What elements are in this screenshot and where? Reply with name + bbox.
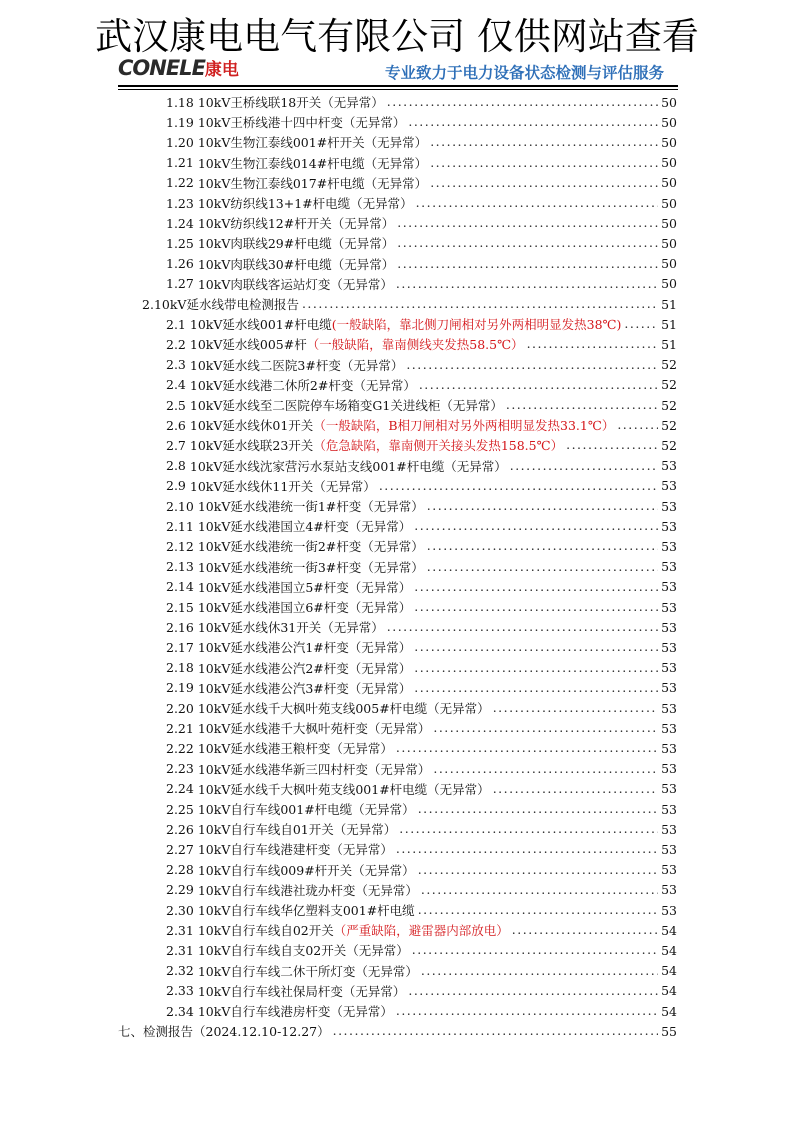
toc-entry-title: 10kV肉联线30#杆电缆（无异常） — [197, 256, 395, 272]
toc-entry[interactable] — [166, 132, 677, 152]
toc-entry[interactable] — [166, 92, 677, 112]
toc-entry-title: 10kV延水线千大枫叶苑支线001#杆电缆（无异常） — [197, 781, 490, 797]
toc-entry-page-number: 53 — [661, 862, 677, 878]
toc-entry-title: 10kV自行车线二休干所灯变（无异常） — [197, 963, 418, 979]
toc-entry-page-number: 52 — [661, 357, 677, 373]
toc-entry-page-number: 53 — [661, 761, 677, 777]
toc-leader-dots — [387, 617, 658, 637]
toc-entry[interactable] — [166, 860, 677, 880]
toc-entry[interactable] — [166, 496, 677, 516]
toc-entry[interactable] — [142, 294, 677, 314]
toc-entry-number: 1.20 — [166, 134, 194, 150]
toc-entry-defect-note: （一般缺陷，B相刀闸相对另外两相明显发热33.1℃） — [313, 418, 615, 434]
toc-entry-number: 2.28 — [166, 862, 194, 878]
toc-entry[interactable] — [166, 456, 677, 476]
toc-entry[interactable] — [166, 516, 677, 536]
toc-entry-page-number: 53 — [661, 518, 677, 534]
toc-entry-page-number: 51 — [661, 336, 677, 352]
toc-leader-dots — [418, 860, 658, 880]
toc-entry-page-number: 54 — [661, 983, 677, 999]
toc-entry-number: 2.6 — [166, 417, 186, 433]
toc-entry-title: 10kV生物江泰线014#杆电缆（无异常） — [197, 155, 428, 171]
toc-leader-dots — [396, 738, 658, 758]
toc-entry-number: 1.24 — [166, 215, 194, 231]
toc-leader-dots — [396, 839, 658, 859]
toc-leader-dots — [527, 334, 658, 354]
toc-entry-title: 10kV延水线休01开关 — [189, 418, 314, 434]
toc-entry-number: 1.25 — [166, 235, 194, 251]
toc-leader-dots — [302, 294, 658, 314]
toc-entry-number: 2.33 — [166, 983, 194, 999]
toc-entry-number: 2.8 — [166, 458, 186, 474]
toc-entry-number: 2.1 — [166, 316, 186, 332]
toc-leader-dots — [387, 92, 658, 112]
toc-leader-dots — [396, 274, 658, 294]
toc-entry[interactable] — [166, 476, 677, 496]
toc-leader-dots — [566, 435, 658, 455]
toc-entry-title: 10kV肉联线29#杆电缆（无异常） — [197, 236, 395, 252]
toc-entry-page-number: 50 — [661, 235, 677, 251]
toc-entry[interactable] — [166, 738, 677, 758]
toc-entry-title: 10kV延水线港王粮杆变（无异常） — [197, 741, 393, 757]
toc-entry-number: 1.23 — [166, 195, 194, 211]
toc-entry-number: 2. — [142, 296, 154, 312]
toc-entry-number: 2.19 — [166, 680, 194, 696]
toc-entry-page-number: 53 — [661, 740, 677, 756]
toc-entry-page-number: 51 — [661, 296, 677, 312]
page-header — [118, 56, 678, 88]
toc-entry-page-number: 52 — [661, 437, 677, 453]
toc-leader-dots — [493, 779, 658, 799]
toc-entry-page-number: 50 — [661, 195, 677, 211]
toc-entry-defect-note: (一般缺陷，靠北侧刀闸相对另外两相明显发热38℃) — [331, 317, 622, 333]
toc-leader-dots — [510, 456, 658, 476]
company-logo — [118, 56, 239, 82]
toc-entry-title: 10kV自行车线009#杆开关（无异常） — [197, 862, 415, 878]
toc-entry-number: 2.14 — [166, 579, 194, 595]
toc-entry[interactable] — [166, 759, 677, 779]
header-slogan: 专业致力于电力设备状态检测与评估服务 — [384, 64, 664, 82]
toc-entry-title: 10kV肉联线客运站灯变（无异常） — [197, 276, 393, 292]
toc-leader-dots — [506, 395, 658, 415]
toc-leader-dots — [397, 254, 658, 274]
toc-leader-dots — [430, 173, 658, 193]
toc-entry-page-number: 50 — [661, 114, 677, 130]
toc-entry-number: 2.25 — [166, 801, 194, 817]
toc-leader-dots — [427, 496, 658, 516]
toc-leader-dots — [419, 375, 658, 395]
toc-entry-number: 2.23 — [166, 761, 194, 777]
logo-text-en: CONELE — [118, 56, 205, 80]
toc-entry-defect-note: （严重缺陷，避雷器内部放电） — [333, 923, 509, 939]
toc-entry-number: 2.5 — [166, 397, 186, 413]
toc-entry-number: 2.32 — [166, 963, 194, 979]
toc-entry[interactable] — [166, 334, 677, 354]
toc-entry[interactable] — [166, 213, 677, 233]
toc-leader-dots — [512, 920, 658, 940]
toc-entry-number: 2.12 — [166, 538, 194, 554]
toc-entry[interactable] — [166, 254, 677, 274]
toc-entry-number: 2.15 — [166, 599, 194, 615]
toc-entry-title: 10kV自行车线自01开关（无异常） — [197, 822, 397, 838]
toc-entry-page-number: 52 — [661, 397, 677, 413]
toc-entry-title: 10kV自行车线华亿塑料支001#杆电缆 — [197, 903, 415, 918]
toc-entry[interactable] — [166, 678, 677, 698]
toc-entry[interactable] — [166, 173, 677, 193]
toc-entry-title: 10kV延水线港千大枫叶苑杆变（无异常） — [197, 721, 431, 737]
toc-entry[interactable] — [166, 577, 677, 597]
toc-entry-title: 10kV延水线千大枫叶苑支线005#杆电缆（无异常） — [197, 701, 490, 716]
toc-entry-page-number: 53 — [661, 579, 677, 595]
toc-entry-number: 2.22 — [166, 740, 194, 756]
toc-entry-title: 10kV王桥线港十四中杆变（无异常） — [197, 115, 406, 131]
toc-leader-dots — [493, 698, 658, 718]
toc-entry-page-number: 53 — [661, 821, 677, 837]
toc-entry-number: 2.29 — [166, 882, 194, 898]
toc-leader-dots — [427, 557, 658, 577]
toc-entry[interactable] — [166, 698, 677, 718]
toc-entry[interactable] — [166, 153, 677, 173]
toc-leader-dots — [624, 314, 658, 334]
toc-entry[interactable] — [166, 314, 677, 334]
toc-entry-page-number: 50 — [661, 94, 677, 110]
toc-entry-number: 2.18 — [166, 660, 194, 676]
toc-entry-title: 10kV自行车线社保局杆变（无异常） — [197, 983, 406, 999]
toc-entry[interactable] — [166, 880, 677, 900]
toc-leader-dots — [414, 597, 658, 617]
toc-entry-page-number: 54 — [661, 1003, 677, 1019]
toc-entry[interactable] — [166, 940, 677, 960]
toc-entry-title: 10kV延水线港公汽2#杆变（无异常） — [197, 660, 412, 676]
toc-entry[interactable] — [166, 597, 677, 617]
toc-entry-page-number: 54 — [661, 922, 677, 938]
toc-entry-page-number: 53 — [661, 680, 677, 696]
toc-entry-title: 10kV自行车线港社珑办杆变（无异常） — [197, 882, 418, 898]
toc-entry-page-number: 50 — [661, 155, 677, 171]
toc-entry-title: 10kV延水线沈家营污水泵站支线001#杆电缆（无异常） — [189, 458, 507, 474]
toc-entry-page-number: 53 — [661, 639, 677, 655]
toc-entry-number: 2.11 — [166, 518, 194, 534]
toc-entry-title: 10kV纺织线13+1#杆电缆（无异常） — [197, 196, 413, 211]
toc-entry-page-number: 53 — [661, 458, 677, 474]
logo-text-cn: 康电 — [204, 60, 239, 80]
toc-entry-number: 2.9 — [166, 478, 186, 494]
toc-entry[interactable] — [166, 233, 677, 253]
toc-entry-title: 10kV延水线港国立6#杆变（无异常） — [197, 600, 412, 615]
toc-entry-title: 10kV纺织线12#杆开关（无异常） — [197, 216, 395, 232]
toc-entry-title: 10kV延水线带电检测报告 — [153, 297, 299, 312]
toc-entry-page-number: 52 — [661, 417, 677, 433]
toc-entry-number: 2.34 — [166, 1003, 194, 1019]
toc-entry-page-number: 50 — [661, 215, 677, 231]
toc-leader-dots — [408, 112, 658, 132]
toc-entry-number: 2.30 — [166, 902, 194, 918]
toc-entry[interactable] — [166, 920, 677, 940]
toc-entry-title: 10kV延水线港国立4#杆变（无异常） — [197, 519, 412, 535]
toc-entry-title: 10kV延水线001#杆电缆 — [189, 317, 332, 333]
toc-entry-title: 10kV自行车线港建杆变（无异常） — [197, 842, 393, 858]
toc-entry-title: 10kV生物江泰线017#杆电缆（无异常） — [197, 175, 428, 191]
watermark-text: 武汉康电电气有限公司 仅供网站查看 — [95, 15, 699, 58]
toc-entry[interactable] — [166, 779, 677, 799]
toc-leader-dots — [397, 213, 658, 233]
toc-entry-page-number: 54 — [661, 963, 677, 979]
toc-entry-title: 10kV延水线港统一街2#杆变（无异常） — [197, 539, 424, 555]
toc-leader-dots — [427, 536, 658, 556]
toc-leader-dots — [617, 415, 658, 435]
toc-entry[interactable] — [166, 1001, 677, 1021]
toc-entry-page-number: 53 — [661, 781, 677, 797]
toc-entry-title: 10kV延水线至二医院停车场箱变G1关进线柜（无异常） — [189, 398, 503, 413]
toc-entry-title: 10kV延水线联23开关 — [189, 438, 314, 454]
toc-entry-page-number: 53 — [661, 841, 677, 857]
toc-entry-page-number: 50 — [661, 134, 677, 150]
toc-entry-page-number: 53 — [661, 902, 677, 918]
toc-entry-page-number: 51 — [661, 316, 677, 332]
toc-entry-number: 2.31 — [166, 942, 194, 958]
toc-entry[interactable] — [166, 557, 677, 577]
toc-entry[interactable] — [166, 839, 677, 859]
toc-entry-title: 10kV延水线休31开关（无异常） — [197, 620, 384, 636]
toc-entry-page-number: 52 — [661, 377, 677, 393]
toc-entry-title: 10kV延水线港二休所2#杆变（无异常） — [189, 377, 416, 393]
toc-entry-title: 检测报告（2024.12.10-12.27） — [143, 1024, 330, 1040]
toc-leader-dots — [430, 153, 658, 173]
toc-leader-dots — [408, 981, 658, 1001]
toc-entry[interactable] — [166, 193, 677, 213]
toc-entry[interactable] — [166, 395, 677, 415]
toc-entry[interactable] — [166, 900, 677, 920]
toc-entry-title: 10kV自行车线001#杆电缆（无异常） — [197, 802, 415, 817]
toc-entry[interactable] — [166, 415, 677, 435]
toc-entry-title: 10kV自行车线港房杆变（无异常） — [197, 1004, 393, 1019]
toc-leader-dots — [433, 759, 658, 779]
toc-leader-dots — [421, 880, 658, 900]
toc-entry[interactable] — [166, 112, 677, 132]
toc-entry-title: 10kV延水线005#杆 — [189, 337, 307, 353]
toc-entry-number: 2.17 — [166, 639, 194, 655]
toc-entry-title: 10kV延水线二医院3#杆变（无异常） — [189, 357, 404, 373]
toc-leader-dots — [416, 193, 658, 213]
toc-entry-title: 10kV延水线港公汽3#杆变（无异常） — [197, 680, 412, 696]
toc-entry-page-number: 53 — [661, 619, 677, 635]
toc-leader-dots — [414, 577, 658, 597]
toc-leader-dots — [412, 940, 658, 960]
toc-entry-number: 1.21 — [166, 155, 194, 171]
toc-entry[interactable] — [166, 536, 677, 556]
toc-entry-number: 2.16 — [166, 619, 194, 635]
toc-entry-title: 10kV自行车线自02开关 — [197, 923, 334, 939]
toc-entry-number: 2.27 — [166, 841, 194, 857]
toc-entry-number: 2.24 — [166, 781, 194, 797]
toc-entry-title: 10kV延水线休11开关（无异常） — [189, 478, 376, 494]
toc-entry-page-number: 53 — [661, 559, 677, 575]
toc-entry-page-number: 53 — [661, 478, 677, 494]
toc-entry[interactable] — [166, 799, 677, 819]
toc-entry-number: 2.3 — [166, 357, 186, 373]
toc-entry-title: 10kV延水线港国立5#杆变（无异常） — [197, 579, 412, 595]
toc-leader-dots — [433, 718, 658, 738]
toc-entry-title: 10kV延水线港公汽1#杆变（无异常） — [197, 640, 412, 656]
toc-entry-number: 2.21 — [166, 720, 194, 736]
toc-entry-page-number: 50 — [661, 256, 677, 272]
toc-entry-title: 10kV延水线港统一街1#杆变（无异常） — [197, 499, 424, 514]
toc-leader-dots — [418, 799, 658, 819]
header-divider-thin — [118, 89, 678, 90]
toc-entry-page-number: 55 — [661, 1023, 677, 1039]
toc-entry-number: 1.22 — [166, 175, 194, 191]
toc-entry[interactable] — [166, 981, 677, 1001]
toc-entry-page-number: 53 — [661, 538, 677, 554]
toc-entry[interactable] — [166, 355, 677, 375]
toc-leader-dots — [379, 476, 658, 496]
toc-leader-dots — [414, 658, 658, 678]
toc-entry-page-number: 50 — [661, 175, 677, 191]
toc-leader-dots — [396, 1001, 658, 1021]
toc-entry-page-number: 53 — [661, 720, 677, 736]
toc-entry[interactable] — [166, 375, 677, 395]
toc-leader-dots — [333, 1021, 658, 1041]
header-divider — [118, 85, 678, 87]
toc-entry[interactable] — [166, 617, 677, 637]
toc-entry-page-number: 50 — [661, 276, 677, 292]
toc-leader-dots — [406, 355, 658, 375]
toc-entry-number: 2.4 — [166, 377, 186, 393]
toc-leader-dots — [397, 233, 658, 253]
toc-leader-dots — [414, 637, 658, 657]
toc-entry-number: 七、 — [118, 1024, 144, 1040]
toc-entry-number: 2.31 — [166, 922, 194, 938]
toc-entry[interactable] — [166, 274, 677, 294]
toc-entry-title: 10kV王桥线联18开关（无异常） — [197, 95, 384, 110]
toc-entry-page-number: 53 — [661, 599, 677, 615]
toc-entry-number: 2.10 — [166, 498, 194, 514]
toc-entry-number: 2.26 — [166, 821, 194, 837]
toc-entry-defect-note: （一般缺陷，靠南侧线夹发热58.5℃） — [306, 337, 524, 353]
toc-entry[interactable] — [166, 819, 677, 839]
toc-entry[interactable] — [118, 1021, 677, 1041]
toc-leader-dots — [418, 900, 658, 920]
toc-entry-number: 2.2 — [166, 336, 186, 352]
toc-leader-dots — [430, 132, 658, 152]
toc-leader-dots — [421, 961, 658, 981]
toc-entry-title: 10kV延水线港统一街3#杆变（无异常） — [197, 559, 424, 575]
toc-entry-number: 2.13 — [166, 559, 194, 575]
toc-entry-defect-note: （危急缺陷，靠南侧开关接头发热158.5℃） — [313, 438, 564, 454]
toc-entry-title: 10kV生物江泰线001#杆开关（无异常） — [197, 135, 428, 151]
toc-entry-page-number: 53 — [661, 700, 677, 716]
toc-leader-dots — [414, 678, 658, 698]
toc-entry[interactable] — [166, 658, 677, 678]
toc-entry-title: 10kV延水线港华新三四村杆变（无异常） — [197, 761, 431, 777]
toc-leader-dots — [414, 516, 658, 536]
toc-leader-dots — [399, 819, 658, 839]
toc-entry-number: 1.26 — [166, 256, 194, 272]
toc-entry-number: 1.18 — [166, 94, 194, 110]
toc-entry[interactable] — [166, 961, 677, 981]
toc-entry-page-number: 54 — [661, 942, 677, 958]
toc-entry-page-number: 53 — [661, 498, 677, 514]
toc-entry[interactable] — [166, 718, 677, 738]
toc-entry-page-number: 53 — [661, 882, 677, 898]
toc-entry-page-number: 53 — [661, 801, 677, 817]
toc-entry-number: 2.7 — [166, 437, 186, 453]
toc-entry[interactable] — [166, 637, 677, 657]
toc-entry-title: 10kV自行车线自支02开关（无异常） — [197, 943, 409, 959]
toc-entry-number: 2.20 — [166, 700, 194, 716]
toc-entry-page-number: 53 — [661, 660, 677, 676]
toc-entry[interactable] — [166, 435, 677, 455]
toc-entry-number: 1.27 — [166, 276, 194, 292]
toc-entry-number: 1.19 — [166, 114, 194, 130]
